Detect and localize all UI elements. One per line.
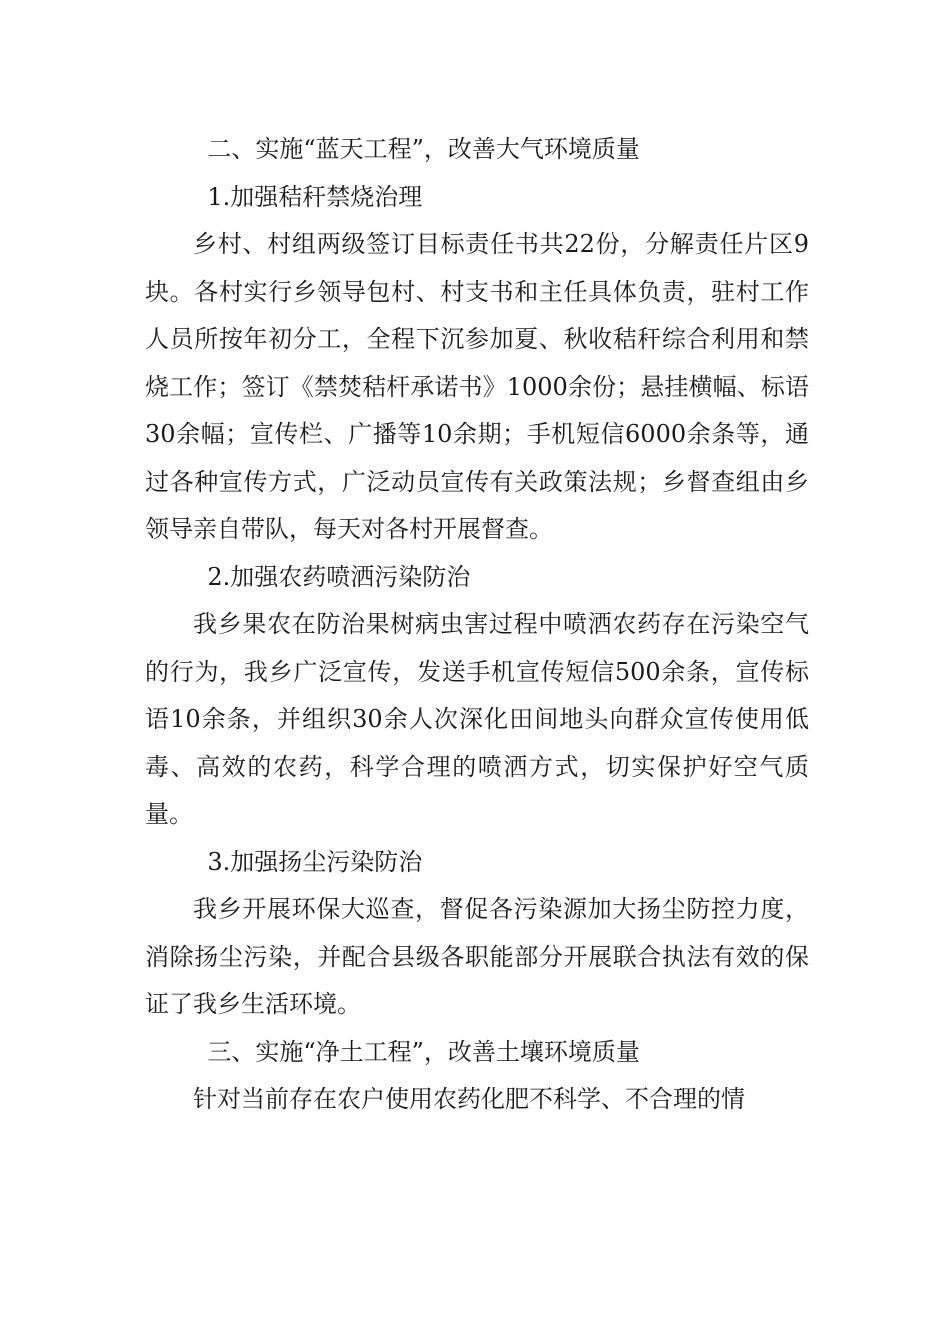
section-heading: 三、实施“净土工程”，改善土壤环境质量 <box>207 1037 640 1066</box>
body-paragraph: 我乡果农在防治果树病虫害过程中喷洒农药存在污染空气的行为，我乡广泛宣传，发送手机宣传短信500余条，宣传标语10余条，并组织30余人次深化田间地头向群众宣传使用低毒、高效的农药，科学合理的喷洒方式，切实保护好空气质量。 <box>145 610 809 828</box>
subsection-heading: 3.加强扬尘污染防治 <box>207 847 423 876</box>
subsection-heading: 1.加强秸秆禁烧治理 <box>207 182 423 211</box>
section-heading: 二、实施“蓝天工程”，改善大气环境质量 <box>207 135 640 163</box>
body-paragraph: 我乡开展环保大巡查，督促各污染源加大扬尘防控力度，消除扬尘污染，并配合县级各职能部分开展联合执法有效的保证了我乡生活环境。 <box>145 895 809 1018</box>
body-paragraph: 乡村、村组两级签订目标责任书共22份，分解责任片区9块。各村实行乡领导包村、村支书和主任具体负责，驻村工作人员所按年初分工，全程下沉参加夏、秋收秸秆综合利用和禁烧工作；签订《禁焚秸杆承诺书》1000余份；悬挂横幅、标语30余幅；宣传栏、广播等10余期；手机短信6000余条等，通过各种宣传方式，广泛动员宣传有关政策法规；乡督查组由乡领导亲自带队，每天对各村开展督查。 <box>145 230 809 543</box>
body-paragraph: 针对当前存在农户使用农药化肥不科学、不合理的情 <box>193 1085 745 1113</box>
subsection-heading: 2.加强农药喷洒污染防治 <box>207 562 471 591</box>
document-body <box>145 126 809 1124</box>
